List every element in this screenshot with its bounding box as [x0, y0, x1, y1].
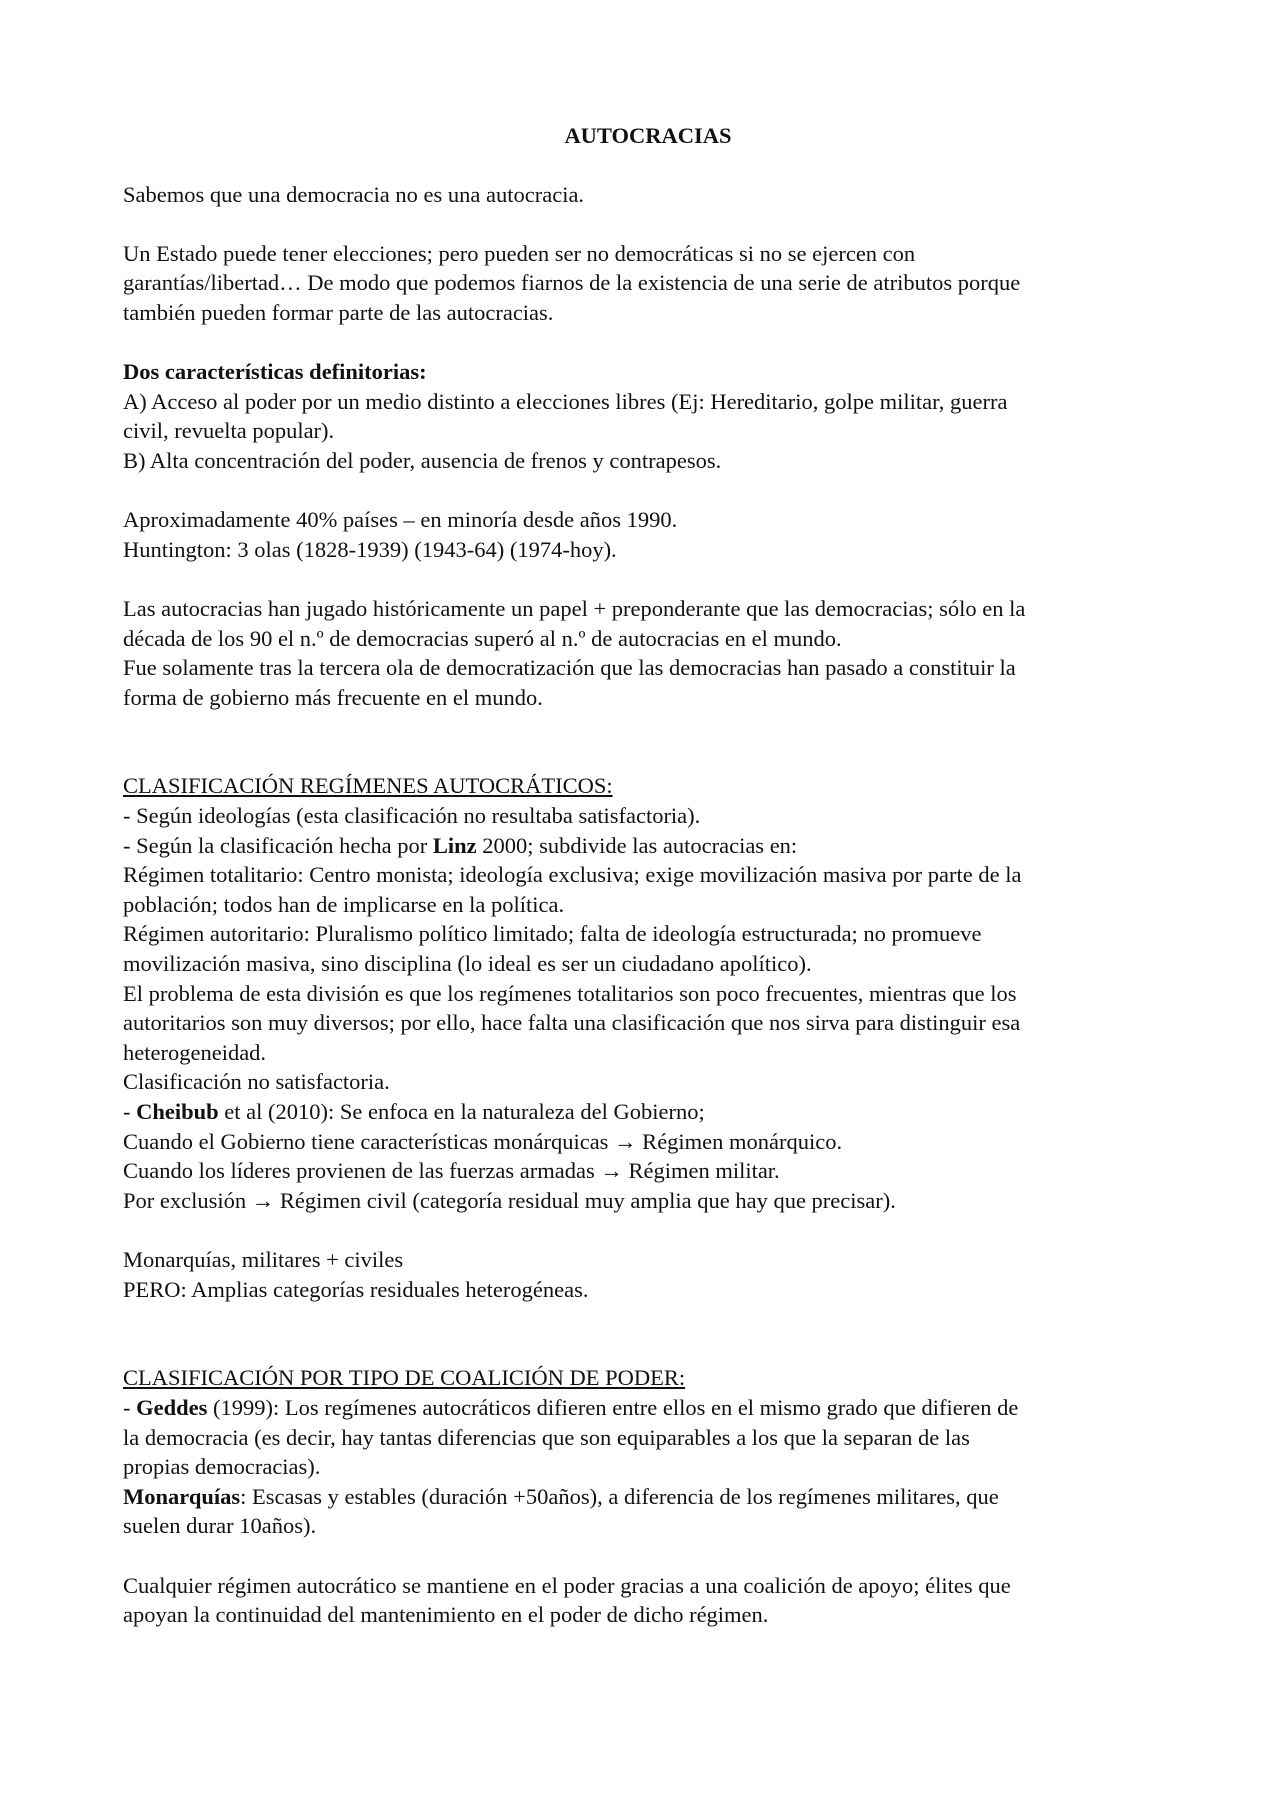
definition-a-continued: civil, revuelta popular). [123, 418, 335, 444]
page-title: AUTOCRACIAS [564, 123, 732, 148]
spacer [123, 742, 1173, 772]
definition-a: A) Acceso al poder por un medio distinto a elecciones libres (Ej: Hereditario, golpe militar, guerra [123, 388, 1008, 414]
spacer [123, 1304, 1173, 1334]
regime-line: heterogeneidad. [123, 1039, 267, 1065]
spacer [123, 712, 1173, 742]
regime-line: El problema de esta división es que los regímenes totalitarios son poco frecuentes, mientras que los [123, 980, 1017, 1006]
history-paragraph-line: Las autocracias han jugado históricamente un papel + preponderante que las democracias; sólo en la [123, 595, 1026, 621]
coalition-paragraph-line: Cualquier régimen autocrático se mantiene en el poder gracias a una coalición de apoyo; élites que [123, 1572, 1011, 1598]
elections-paragraph-line: garantías/libertad… De modo que podemos fiarnos de la existencia de una serie de atributos porque [123, 270, 1021, 296]
geddes-line-continued: la democracia (es decir, hay tantas diferencias que son equiparables a los que la separan de las [123, 1424, 970, 1450]
document-page [123, 121, 1173, 1630]
definition-b: B) Alta concentración del poder, ausencia de frenos y contrapesos. [123, 447, 722, 473]
monarchies-line-continued: suelen durar 10años). [123, 1513, 317, 1539]
section-heading-coalition-classification: CLASIFICACIÓN POR TIPO DE COALICIÓN DE PODER: [123, 1365, 686, 1391]
cheibub-line: - Cheibub et al (2010): Se enfoca en la naturaleza del Gobierno; [123, 1099, 705, 1124]
history-paragraph-line: década de los 90 el n.º de democracias superó al n.º de autocracias en el mundo. [123, 625, 842, 651]
spacer [123, 1541, 1173, 1571]
elections-paragraph-line: Un Estado puede tener elecciones; pero pueden ser no democráticas si no se ejercen con [123, 240, 916, 266]
monarchies-line: Monarquías: Escasas y estables (duración +50años), a diferencia de los regímenes militares, que [123, 1483, 999, 1509]
spacer [123, 1215, 1173, 1245]
spacer [123, 476, 1173, 506]
spacer [123, 328, 1173, 358]
summary-line: PERO: Amplias categorías residuales heterogéneas. [123, 1276, 589, 1302]
spacer [123, 564, 1173, 594]
regime-line: autoritarios son muy diversos; por ello, hace falta una clasificación que nos sirva para distinguir esa [123, 1010, 1021, 1036]
cheibub-rule-line: Cuando los líderes provienen de las fuerzas armadas → Régimen militar. [123, 1158, 780, 1184]
huntington-line: Huntington: 3 olas (1828-1939) (1943-64) (1974-hoy). [123, 536, 617, 562]
section-heading-autocratic-classification: CLASIFICACIÓN REGÍMENES AUTOCRÁTICOS: [123, 773, 613, 799]
regime-line: Clasificación no satisfactoria. [123, 1069, 390, 1095]
linz-line: - Según la clasificación hecha por Linz 2000; subdivide las autocracias en: [123, 832, 798, 858]
cheibub-rule-line: Cuando el Gobierno tiene características monárquicas → Régimen monárquico. [123, 1128, 843, 1154]
cheibub-rule-line: Por exclusión → Régimen civil (categoría residual muy amplia que hay que precisar). [123, 1187, 896, 1213]
stats-line: Aproximadamente 40% países – en minoría desde años 1990. [123, 507, 678, 533]
intro-paragraph: Sabemos que una democracia no es una autocracia. [123, 181, 585, 207]
regime-line: Régimen autoritario: Pluralismo político limitado; falta de ideología estructurada; no promueve [123, 921, 982, 947]
history-paragraph-line: Fue solamente tras la tercera ola de democratización que las democracias han pasado a constituir la [123, 655, 1016, 681]
geddes-line-continued: propias democracias). [123, 1454, 321, 1480]
spacer [123, 209, 1173, 239]
summary-line: Monarquías, militares + civiles [123, 1246, 404, 1272]
elections-paragraph-line: también pueden formar parte de las autocracias. [123, 299, 554, 325]
spacer [123, 1334, 1173, 1364]
ideology-line: - Según ideologías (esta clasificación no resultaba satisfactoria). [123, 803, 701, 829]
coalition-paragraph-line: apoyan la continuidad del mantenimiento en el poder de dicho régimen. [123, 1602, 769, 1628]
definitions-heading: Dos características definitorias: [123, 359, 427, 385]
geddes-line: - Geddes (1999): Los regímenes autocráticos difieren entre ellos en el mismo grado que difieren de [123, 1394, 1019, 1420]
history-paragraph-line: forma de gobierno más frecuente en el mundo. [123, 684, 543, 710]
regime-line: movilización masiva, sino disciplina (lo ideal es ser un ciudadano apolítico). [123, 951, 812, 977]
regime-line: población; todos han de implicarse en la política. [123, 891, 565, 917]
regime-line: Régimen totalitario: Centro monista; ideología exclusiva; exige movilización masiva por parte de la [123, 862, 1022, 888]
